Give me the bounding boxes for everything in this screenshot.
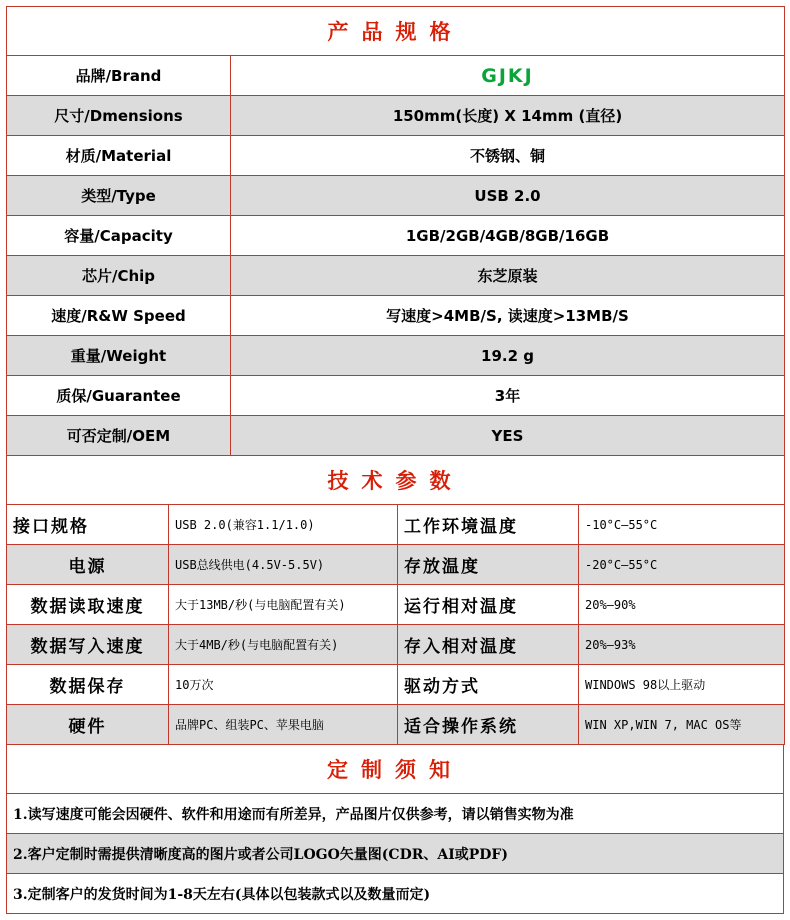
tech-param-value: 品牌PC、组装PC、苹果电脑 xyxy=(169,705,398,745)
note-item xyxy=(7,874,784,914)
spec-row-speed xyxy=(7,296,785,336)
spec-value: 150mm(长度) X 14mm (直径) xyxy=(231,96,785,136)
spec-row-material xyxy=(7,136,785,176)
spec-row-guarantee xyxy=(7,376,785,416)
spec-label: 尺寸/Dmensions xyxy=(7,96,231,136)
spec-value: YES xyxy=(231,416,785,456)
tech-param-value: 大于4MB/秒(与电脑配置有关) xyxy=(169,625,398,665)
note-item xyxy=(7,834,784,874)
spec-value: 1GB/2GB/4GB/8GB/16GB xyxy=(231,216,785,256)
tech-param-label: 驱动方式 xyxy=(398,665,579,705)
tech-param-label: 硬件 xyxy=(7,705,169,745)
tech-params-table xyxy=(6,455,785,745)
note-text: 3.定制客户的发货时间为1-8天左右(具体以包装款式以及数量而定) xyxy=(7,874,784,914)
note-item xyxy=(7,794,784,834)
spec-value: 东芝原装 xyxy=(231,256,785,296)
spec-value: 不锈钢、铜 xyxy=(231,136,785,176)
product-spec-table xyxy=(6,6,785,456)
tech-param-label: 数据保存 xyxy=(7,665,169,705)
tech-param-value: WINDOWS 98以上驱动 xyxy=(579,665,785,705)
tech-row xyxy=(7,585,785,625)
spec-value: USB 2.0 xyxy=(231,176,785,216)
spec-row-capacity xyxy=(7,216,785,256)
spec-label: 速度/R&W Speed xyxy=(7,296,231,336)
brand-logo xyxy=(231,56,785,96)
spec-label: 品牌/Brand xyxy=(7,56,231,96)
spec-value: 3年 xyxy=(231,376,785,416)
tech-param-value: USB总线供电(4.5V-5.5V) xyxy=(169,545,398,585)
tech-row xyxy=(7,665,785,705)
note-text: 1.读写速度可能会因硬件、软件和用途而有所差异，产品图片仅供参考，请以销售实物为准 xyxy=(7,794,784,834)
spec-row-chip xyxy=(7,256,785,296)
spec-row-dimensions xyxy=(7,96,785,136)
spec-row-brand xyxy=(7,56,785,96)
spec-label: 重量/Weight xyxy=(7,336,231,376)
tech-row xyxy=(7,625,785,665)
spec-row-weight xyxy=(7,336,785,376)
spec-row-type xyxy=(7,176,785,216)
tech-param-label: 运行相对温度 xyxy=(398,585,579,625)
tech-param-label: 数据写入速度 xyxy=(7,625,169,665)
tech-section-title: 技术参数 xyxy=(7,456,785,505)
spec-row-oem xyxy=(7,416,785,456)
spec-label: 可否定制/OEM xyxy=(7,416,231,456)
tech-param-label: 接口规格 xyxy=(7,505,169,545)
tech-param-value: WIN XP,WIN 7, MAC OS等 xyxy=(579,705,785,745)
spec-label: 芯片/Chip xyxy=(7,256,231,296)
tech-param-value: -20°C—55°C xyxy=(579,545,785,585)
tech-param-label: 工作环境温度 xyxy=(398,505,579,545)
brand-logo-text: GJKJ xyxy=(481,64,534,87)
spec-label: 类型/Type xyxy=(7,176,231,216)
tech-param-value: 20%—90% xyxy=(579,585,785,625)
custom-notes-table xyxy=(6,744,784,914)
tech-param-label: 存入相对温度 xyxy=(398,625,579,665)
tech-param-value: USB 2.0(兼容1.1/1.0) xyxy=(169,505,398,545)
spec-section-title: 产品规格 xyxy=(7,7,785,56)
tech-row xyxy=(7,705,785,745)
tech-param-label: 存放温度 xyxy=(398,545,579,585)
spec-label: 容量/Capacity xyxy=(7,216,231,256)
spec-value: 19.2 g xyxy=(231,336,785,376)
notes-section-title: 定制须知 xyxy=(7,745,784,794)
tech-param-label: 适合操作系统 xyxy=(398,705,579,745)
tech-param-value: -10°C—55°C xyxy=(579,505,785,545)
tech-param-value: 20%—93% xyxy=(579,625,785,665)
spec-label: 质保/Guarantee xyxy=(7,376,231,416)
tech-row xyxy=(7,545,785,585)
tech-param-label: 电源 xyxy=(7,545,169,585)
tech-param-value: 10万次 xyxy=(169,665,398,705)
spec-value: 写速度>4MB/S, 读速度>13MB/S xyxy=(231,296,785,336)
spec-sheet xyxy=(6,6,784,914)
spec-label: 材质/Material xyxy=(7,136,231,176)
note-text: 2.客户定制时需提供清晰度高的图片或者公司LOGO矢量图(CDR、AI或PDF) xyxy=(7,834,784,874)
tech-param-label: 数据读取速度 xyxy=(7,585,169,625)
tech-row xyxy=(7,505,785,545)
tech-param-value: 大于13MB/秒(与电脑配置有关) xyxy=(169,585,398,625)
